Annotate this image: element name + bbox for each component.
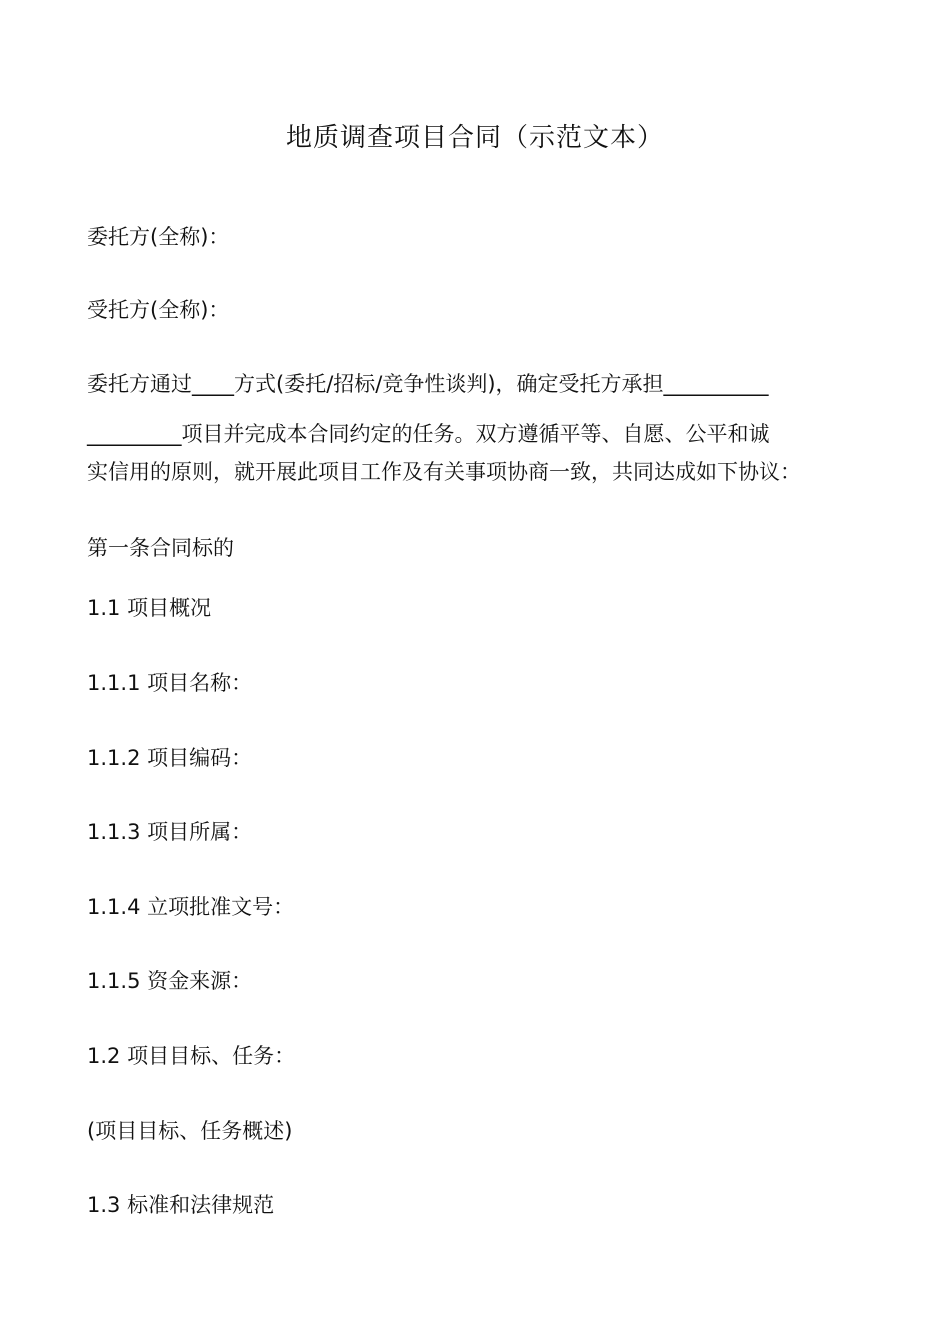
section-1-2-description: (项目目标、任务概述) [87,1119,293,1143]
section-1-1-3: 1.1.3 项目所属： [87,820,253,844]
client-name-line: 委托方(全称)： [87,225,230,249]
intro-paragraph-line-1: 委托方通过____方式(委托/招标/竞争性谈判)，确定受托方承担__________ [87,372,769,396]
section-1-1: 1.1 项目概况 [87,596,212,620]
article-1-heading: 第一条合同标的 [87,536,234,560]
section-1-1-1: 1.1.1 项目名称： [87,671,253,695]
intro-paragraph-line-2: _________项目并完成本合同约定的任务。双方遵循平等、自愿、公平和诚 [87,422,770,446]
section-1-1-5: 1.1.5 资金来源： [87,969,253,993]
section-1-1-4: 1.1.4 立项批准文号： [87,895,295,919]
section-1-2: 1.2 项目目标、任务： [87,1044,296,1068]
document-title: 地质调查项目合同（示范文本） [285,123,664,153]
intro-paragraph-line-3: 实信用的原则，就开展此项目工作及有关事项协商一致，共同达成如下协议： [87,460,801,484]
contractor-name-line: 受托方(全称)： [87,298,230,322]
section-1-1-2: 1.1.2 项目编码： [87,746,253,770]
section-1-3: 1.3 标准和法律规范 [87,1193,275,1217]
